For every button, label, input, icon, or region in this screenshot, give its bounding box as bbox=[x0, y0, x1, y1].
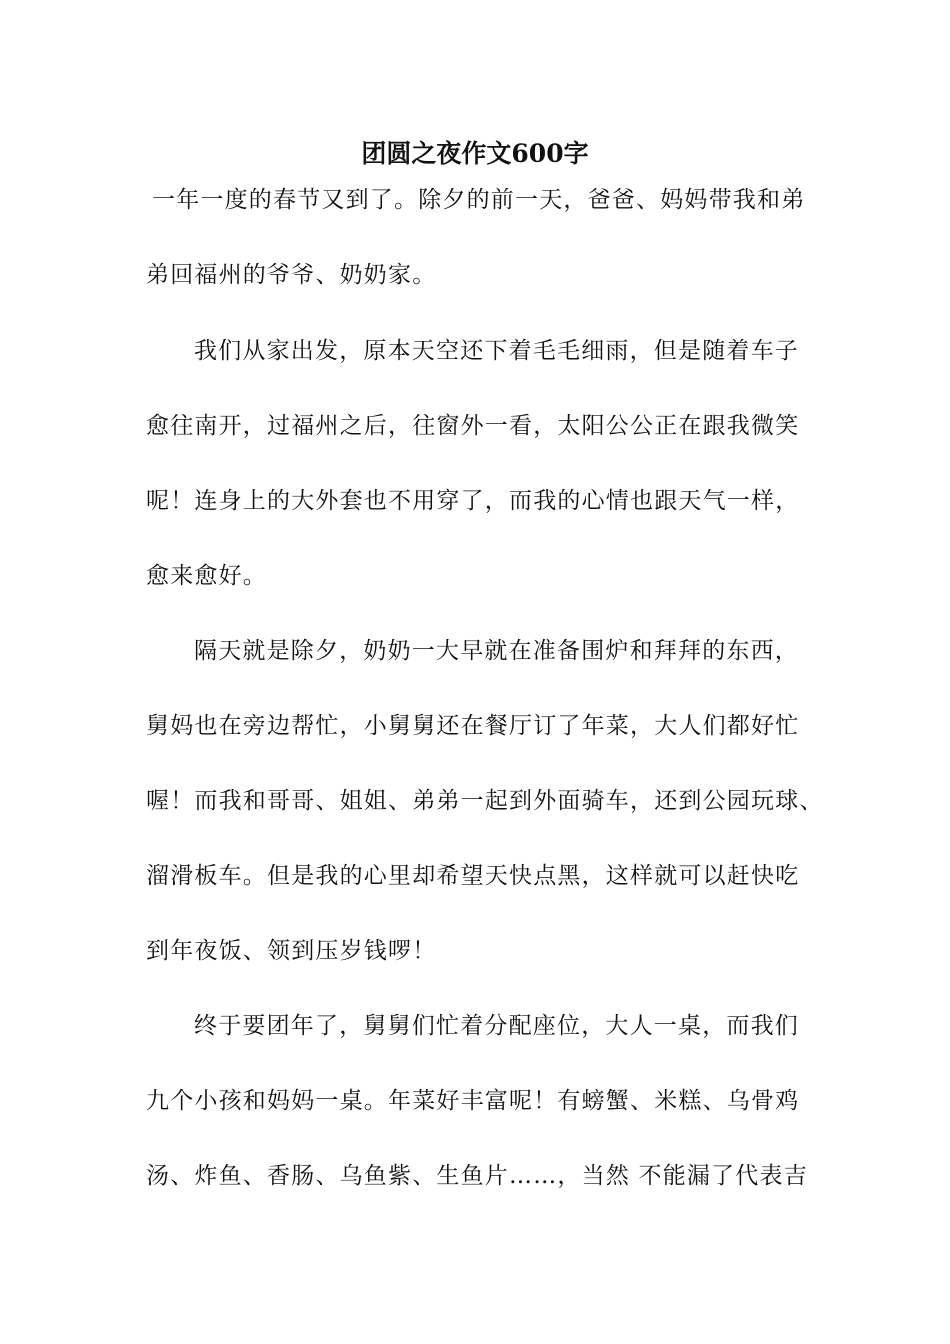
text-line: 汤、炸鱼、香肠、乌鱼紫、生鱼片……，当然 不能漏了代表吉 bbox=[146, 1163, 808, 1189]
text-line: 九个小孩和妈妈一桌。年菜好丰富呢！有螃蟹、米糕、乌骨鸡 bbox=[146, 1088, 800, 1114]
text-line: 终于要团年了，舅舅们忙着分配座位，大人一桌，而我们 bbox=[194, 1013, 799, 1039]
text-line: 呢！连身上的大外套也不用穿了，而我的心情也跟天气一样， bbox=[146, 488, 800, 514]
text-line: 愈来愈好。 bbox=[146, 563, 267, 589]
text-line: 喔！而我和哥哥、姐姐、弟弟一起到外面骑车，还到公园玩球、 bbox=[146, 788, 824, 814]
text-line: 溜滑板车。但是我的心里却希望天快点黑，这样就可以赶快吃 bbox=[146, 863, 800, 889]
text-line: 一年一度的春节又到了。除夕的前一天，爸爸、妈妈带我和弟 bbox=[152, 187, 806, 213]
text-line: 隔天就是除夕，奶奶一大早就在准备围炉和拜拜的东西， bbox=[194, 638, 799, 664]
text-line: 弟回福州的爷爷、奶奶家。 bbox=[146, 262, 437, 288]
text-line: 愈往南开，过福州之后，往窗外一看，太阳公公正在跟我微笑 bbox=[146, 413, 800, 439]
text-line: 我们从家出发，原本天空还下着毛毛细雨，但是随着车子 bbox=[194, 338, 799, 364]
text-line: 舅妈也在旁边帮忙，小舅舅还在餐厅订了年菜，大人们都好忙 bbox=[146, 713, 800, 739]
text-line: 到年夜饭、领到压岁钱啰！ bbox=[146, 938, 437, 964]
document-title: 团圆之夜作文600字 bbox=[361, 139, 589, 168]
